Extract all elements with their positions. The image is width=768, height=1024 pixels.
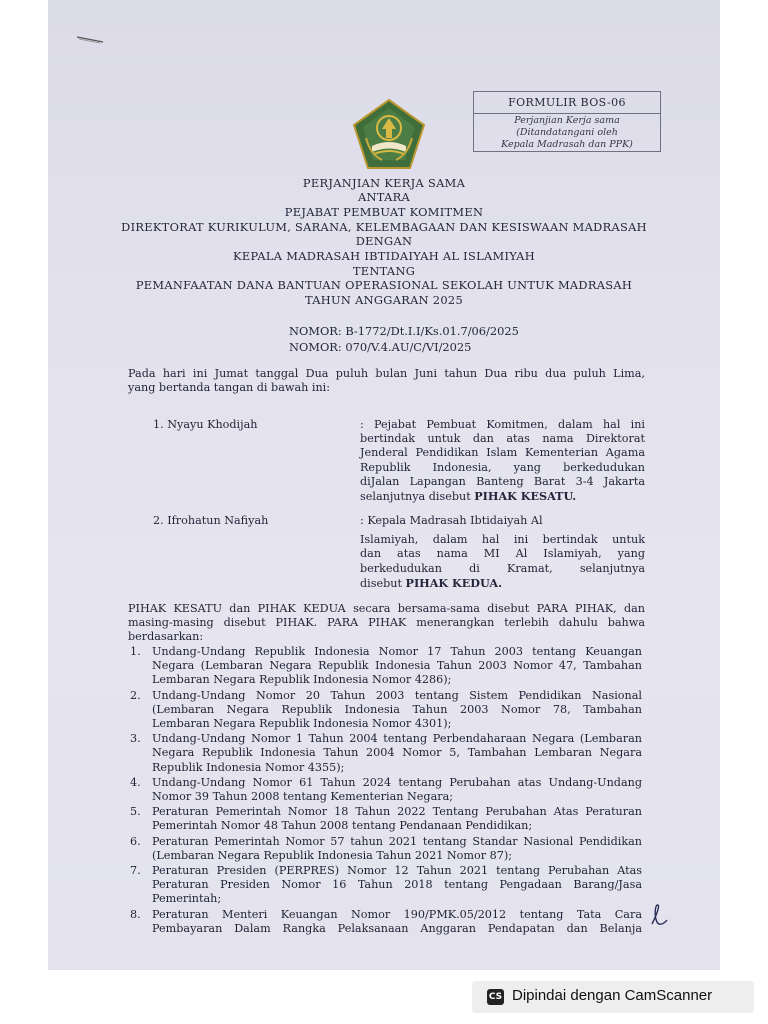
legal-basis-line: Undang-Undang Republik Indonesia Nomor 17 Tahun 2003 tentang Keuangan <box>152 645 642 658</box>
legal-basis-number: 8. <box>130 907 141 921</box>
legal-basis-item <box>130 645 642 688</box>
legal-basis-item <box>130 732 642 775</box>
legal-basis-line: Pemerintah; <box>152 892 222 906</box>
intro-line: yang bertanda tangan di bawah ini: <box>128 381 331 394</box>
legal-basis-item <box>130 835 642 863</box>
title-line: TENTANG <box>352 264 416 278</box>
party-1-description <box>360 418 645 504</box>
legal-basis-line: Peraturan Presiden (PERPRES) Nomor 12 Tahun 2021 tentang Perubahan Atas <box>152 864 642 878</box>
camscanner-logo-icon: CS <box>487 989 504 1005</box>
party-2-description <box>360 514 645 591</box>
form-note-line: Kepala Madrasah dan PPK) <box>501 139 633 150</box>
party-2-line: dan atas nama MI Al Islamiyah, yang <box>360 547 645 561</box>
title-line: PEJABAT PEMBUAT KOMITMEN <box>284 205 484 219</box>
para-pihak-line: PIHAK KESATU dan PIHAK KEDUA secara bersama-sama disebut PARA PIHAK, dan <box>128 602 645 615</box>
party-1-designation: PIHAK KESATU. <box>474 489 577 504</box>
legal-basis-line: Negara Republik Indonesia Tahun 2004 Nomor 5, Tambahan Lembaran Negara <box>152 746 642 760</box>
party-2-closing-text: disebut <box>360 576 402 590</box>
legal-basis-number: 2. <box>130 688 141 702</box>
legal-basis-line: Negara (Lembaran Negara Republik Indonesia Tahun 2003 Nomor 47, Tambahan <box>152 659 642 673</box>
legal-basis-line: Pemerintah Nomor 48 Tahun 2008 tentang Pendanaan Pendidikan; <box>152 819 533 833</box>
party-1-line: bertindak untuk dan atas nama Direktorat <box>360 432 645 446</box>
legal-basis-line: (Lembaran Negara Republik Indonesia Tahun 2021 Nomor 87); <box>152 848 513 862</box>
party-1-closing-text: selanjutnya disebut <box>360 490 471 504</box>
form-label-box <box>473 91 661 152</box>
agreement-number: NOMOR: B-1772/Dt.I.I/Ks.01.7/06/2025 <box>289 324 519 338</box>
legal-basis-item <box>130 689 642 732</box>
form-code: FORMULIR BOS-06 <box>474 92 660 114</box>
party-1-line: diJalan Lapangan Banteng Barat 3-4 Jakarta <box>360 474 645 488</box>
party-1-closing-line <box>360 489 645 504</box>
legal-basis-line: Republik Indonesia Nomor 4355); <box>152 760 345 774</box>
party-2-line: Islamiyah, dalam hal ini bertindak untuk <box>360 533 645 547</box>
legal-basis-line: Pembayaran Dalam Rangka Pelaksanaan Anggaran Pendapatan dan Belanja <box>152 921 642 935</box>
legal-basis-item <box>130 776 642 804</box>
agreement-numbers <box>289 323 519 355</box>
party-2-line: berkedudukan di Kramat, selanjutnya <box>360 561 645 575</box>
party-2-line: : Kepala Madrasah Ibtidaiyah Al <box>360 514 543 527</box>
party-1-line: : Pejabat Pembuat Komitmen, dalam hal ini <box>360 418 645 431</box>
legal-basis-list <box>130 645 642 937</box>
legal-basis-line: Peraturan Pemerintah Nomor 18 Tahun 2022 Tentang Perubahan Atas Peraturan <box>152 805 642 819</box>
initial-paraf-mark <box>648 902 670 928</box>
legal-basis-item <box>130 908 642 936</box>
camscanner-watermark-text: Dipindai dengan CamScanner <box>512 987 713 1004</box>
party-1-name: 1. Nyayu Khodijah <box>153 418 258 431</box>
title-line: DENGAN <box>355 234 413 248</box>
legal-basis-number: 7. <box>130 864 141 878</box>
legal-basis-line: Undang-Undang Nomor 20 Tahun 2003 tentang Sistem Pendidikan Nasional <box>152 688 642 702</box>
ministry-emblem-logo <box>352 98 426 170</box>
title-line: PERJANJIAN KERJA SAMA <box>302 176 466 190</box>
legal-basis-line: Nomor 39 Tahun 2008 tentang Kementerian Negara; <box>152 790 454 804</box>
title-line: TAHUN ANGGARAN 2025 <box>304 293 463 307</box>
legal-basis-line: Peraturan Menteri Keuangan Nomor 190/PMK.05/2012 tentang Tata Cara <box>152 907 642 921</box>
staple-mark <box>76 34 106 44</box>
agreement-number: NOMOR: 070/V.4.AU/C/VI/2025 <box>289 340 472 354</box>
party-1-line: Republik Indonesia, yang berkedudukan <box>360 460 645 474</box>
party-1-line: Jenderal Pendidikan Islam Kementerian Agama <box>360 446 645 460</box>
legal-basis-line: Lembaran Negara Republik Indonesia Nomor 4286); <box>152 673 452 687</box>
form-note-line: Perjanjian Kerja sama <box>514 115 620 126</box>
party-2-closing-line <box>360 576 645 591</box>
legal-basis-number: 6. <box>130 834 141 848</box>
legal-basis-number: 1. <box>130 645 141 658</box>
legal-basis-line: (Lembaran Negara Republik Indonesia Tahun 2003 Nomor 78, Tambahan <box>152 702 642 716</box>
legal-basis-line: Undang-Undang Nomor 61 Tahun 2024 tentang Perubahan atas Undang-Undang <box>152 775 642 789</box>
title-line: ANTARA <box>358 190 410 204</box>
legal-basis-number: 5. <box>130 805 141 819</box>
legal-basis-line: Undang-Undang Nomor 1 Tahun 2004 tentang Perbendaharaan Negara (Lembaran <box>152 732 642 746</box>
legal-basis-line: Peraturan Presiden Nomor 16 Tahun 2018 tentang Pengadaan Barang/Jasa <box>152 878 642 892</box>
title-line: KEPALA MADRASAH IBTIDAIYAH AL ISLAMIYAH <box>233 249 535 263</box>
form-note-line: (Ditandatangani oleh <box>516 127 618 138</box>
para-pihak-line: berdasarkan: <box>128 630 204 643</box>
legal-basis-line: Peraturan Pemerintah Nomor 57 tahun 2021 tentang Standar Nasional Pendidikan <box>152 834 642 848</box>
legal-basis-number: 3. <box>130 732 141 746</box>
legal-basis-item <box>130 805 642 833</box>
camscanner-watermark-badge <box>472 981 754 1013</box>
title-line: PEMANFAATAN DANA BANTUAN OPERASIONAL SEKOLAH UNTUK MADRASAH <box>135 278 633 292</box>
title-line: DIREKTORAT KURIKULUM, SARANA, KELEMBAGAAN DAN KESISWAAN MADRASAH <box>121 220 647 234</box>
legal-basis-line: Lembaran Negara Republik Indonesia Nomor 4301); <box>152 717 452 731</box>
party-2-designation: PIHAK KEDUA. <box>405 575 502 590</box>
scanned-document-page <box>48 0 720 970</box>
intro-line: Pada hari ini Jumat tanggal Dua puluh bulan Juni tahun Dua ribu dua puluh Lima, <box>128 367 645 380</box>
legal-basis-item <box>130 864 642 907</box>
legal-basis-number: 4. <box>130 775 141 789</box>
para-pihak-line: masing-masing disebut PIHAK. PARA PIHAK menerangkan terlebih dahulu bahwa <box>128 616 645 629</box>
party-2-name: 2. Ifrohatun Nafiyah <box>153 514 269 527</box>
